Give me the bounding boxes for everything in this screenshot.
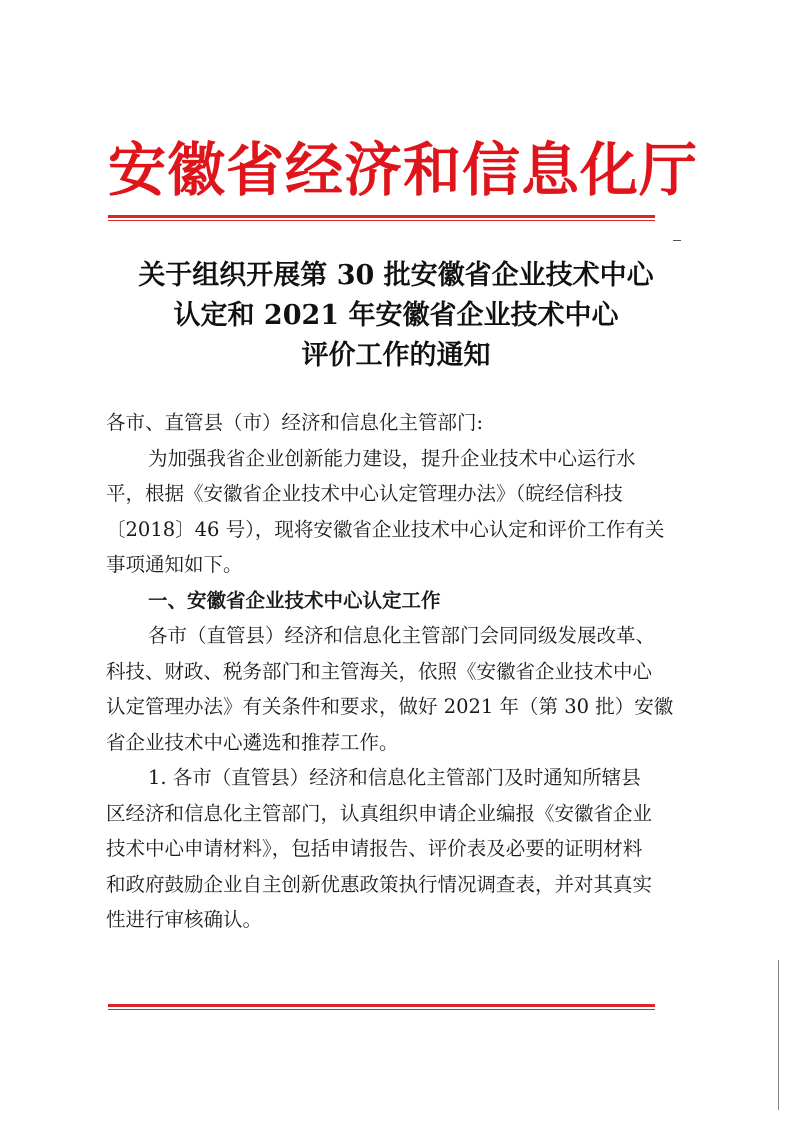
intro-line: 平，根据《安徽省企业技术中心认定管理办法》（皖经信科技: [106, 482, 623, 505]
item-1-line: 技术中心申请材料》，包括申请报告、评价表及必要的证明材料: [106, 837, 643, 860]
issuing-organization-header: 安徽省经济和信息化厅: [108, 136, 699, 204]
title-line-1: 关于组织开展第 30 批安徽省企业技术中心: [138, 260, 654, 291]
section-1-line: 认定管理办法》有关条件和要求，做好 2021 年（第 30 批）安徽: [106, 695, 674, 718]
notice-body: [106, 405, 706, 938]
header-red-rule-thin: [108, 220, 655, 221]
notice-title: [96, 256, 696, 376]
item-1-line: 1. 各市（直管县）经济和信息化主管部门及时通知所辖县: [148, 766, 641, 789]
header-red-rule: [108, 215, 655, 218]
intro-line: 〔2018〕46 号），现将安徽省企业技术中心认定和评价工作有关: [106, 517, 665, 541]
section-1-heading: 一、安徽省企业技术中心认定工作: [148, 588, 441, 612]
intro-line: 事项通知如下。: [106, 553, 243, 576]
scan-mark: [673, 240, 681, 241]
scan-edge-line: [778, 960, 779, 1110]
section-1-line: 各市（直管县）经济和信息化主管部门会同同级发展改革、: [148, 624, 656, 647]
title-line-2: 认定和 2021 年安徽省企业技术中心: [173, 300, 619, 331]
footer-red-rule-thin: [108, 1009, 655, 1010]
item-1-line: 性进行审核确认。: [106, 908, 263, 931]
salutation: 各市、直管县（市）经济和信息化主管部门:: [106, 411, 484, 434]
intro-line: 为加强我省企业创新能力建设，提升企业技术中心运行水: [148, 446, 636, 470]
item-1-line: 和政府鼓励企业自主创新优惠政策执行情况调查表，并对其真实: [106, 872, 653, 896]
section-1-line: 科技、财政、税务部门和主管海关，依照《安徽省企业技术中心: [106, 659, 653, 683]
section-1-line: 省企业技术中心遴选和推荐工作。: [106, 730, 399, 754]
footer-red-rule: [108, 1004, 655, 1007]
item-1-line: 区经济和信息化主管部门，认真组织申请企业编报《安徽省企业: [106, 801, 653, 825]
title-line-3: 评价工作的通知: [301, 340, 491, 371]
